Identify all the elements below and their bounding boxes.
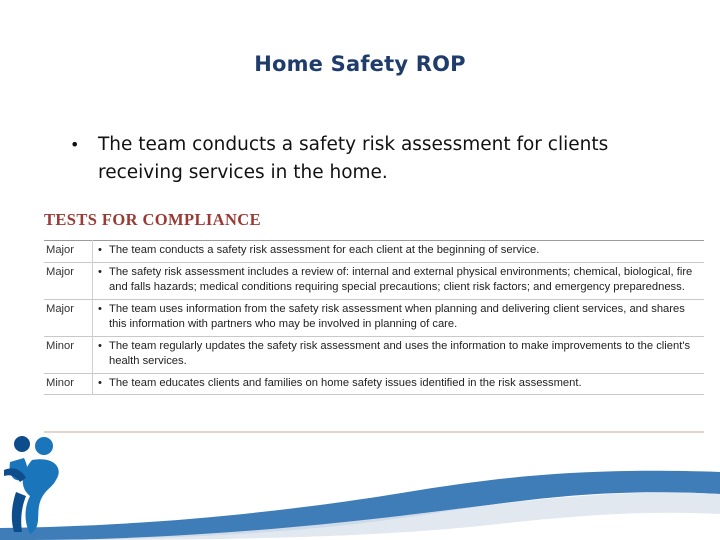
test-item — [93, 299, 705, 336]
compliance-table — [44, 240, 704, 395]
bullet-icon: • — [98, 265, 102, 278]
test-item-text: The safety risk assessment includes a review of: internal and external physical environments; chemical, biological, fire and falls hazards; medical conditions requiring special precautions; client risk factors; and emergency preparedness. — [109, 265, 693, 293]
bullet-icon: • — [98, 302, 102, 315]
test-item — [93, 373, 705, 395]
tests-for-compliance-heading: TESTS FOR COMPLIANCE — [44, 210, 262, 229]
priority-level: Major — [44, 262, 93, 299]
test-item-text: The team conducts a safety risk assessment for each client at the beginning of service. — [109, 244, 540, 256]
test-item — [93, 336, 705, 373]
page-title: Home Safety ROP — [254, 52, 466, 76]
bullet-dot-icon: • — [70, 135, 80, 154]
bullet-icon: • — [98, 376, 102, 389]
priority-level: Major — [44, 241, 93, 263]
table-row — [44, 241, 704, 263]
priority-level: Minor — [44, 336, 93, 373]
bullet-icon: • — [98, 244, 102, 256]
accreditation-figure-logo-icon — [0, 410, 720, 540]
test-item-text: The team educates clients and families on home safety issues identified in the risk assessment. — [109, 376, 582, 389]
priority-level: Minor — [44, 373, 93, 395]
table-row — [44, 336, 704, 373]
test-item-text: The team regularly updates the safety risk assessment and uses the information to make improvements to the client's health services. — [109, 339, 691, 367]
bullet-text: The team conducts a safety risk assessment for clients receiving services in the home. — [98, 134, 609, 183]
test-item-text: The team uses information from the safety risk assessment when planning and delivering client services, and shares this information with partners who may be involved in planning of care. — [109, 302, 685, 330]
table-row — [44, 262, 704, 299]
test-item — [93, 241, 705, 263]
table-row — [44, 299, 704, 336]
priority-level: Major — [44, 299, 93, 336]
test-item — [93, 262, 705, 299]
table-row — [44, 373, 704, 395]
bullet-icon: • — [98, 339, 102, 352]
